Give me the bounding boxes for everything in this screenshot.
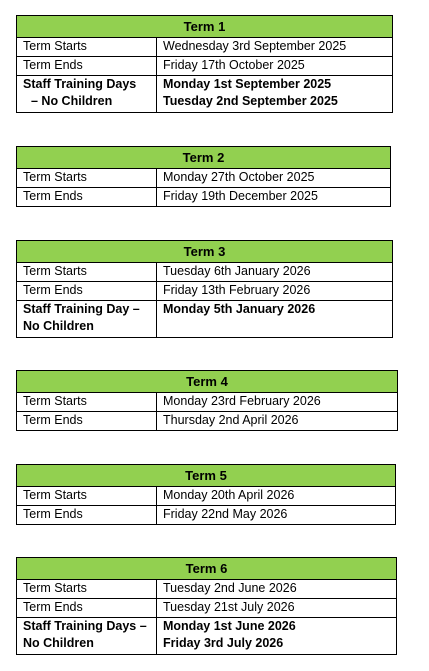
term-starts-row: [17, 263, 393, 282]
term-6-table: [16, 557, 397, 655]
term-ends-value: Tuesday 21st July 2026: [157, 599, 397, 618]
term-header-row: [17, 16, 393, 38]
term-title: Term 3: [17, 241, 393, 263]
term-title: Term 4: [17, 371, 398, 393]
staff-training-row: [17, 76, 393, 113]
term-ends-value: Friday 17th October 2025: [157, 57, 393, 76]
staff-training-value: [157, 618, 397, 655]
staff-training-row: [17, 301, 393, 338]
staff-training-row: [17, 618, 397, 655]
term-ends-label: Term Ends: [17, 599, 157, 618]
term-starts-value: Monday 27th October 2025: [157, 169, 391, 188]
term-starts-value: Tuesday 2nd June 2026: [157, 580, 397, 599]
term-ends-row: [17, 412, 398, 431]
staff-training-label-line: No Children: [23, 636, 94, 650]
term-starts-label: Term Starts: [17, 393, 157, 412]
term-header-row: [17, 371, 398, 393]
term-title: Term 2: [17, 147, 391, 169]
term-ends-label: Term Ends: [17, 506, 157, 525]
term-starts-row: [17, 38, 393, 57]
term-3-table: [16, 240, 393, 338]
term-starts-label: Term Starts: [17, 263, 157, 282]
term-starts-label: Term Starts: [17, 580, 157, 599]
term-ends-label: Term Ends: [17, 57, 157, 76]
term-starts-value: Tuesday 6th January 2026: [157, 263, 393, 282]
term-starts-row: [17, 487, 396, 506]
term-4-table: [16, 370, 398, 431]
staff-training-date: Tuesday 2nd September 2025: [163, 94, 338, 108]
term-starts-row: [17, 580, 397, 599]
term-5-table: [16, 464, 396, 525]
term-ends-label: Term Ends: [17, 188, 157, 207]
term-title: Term 1: [17, 16, 393, 38]
staff-training-label-line: – No Children: [31, 94, 113, 108]
term-ends-value: Thursday 2nd April 2026: [157, 412, 398, 431]
term-ends-label: Term Ends: [17, 282, 157, 301]
staff-training-value: [157, 301, 393, 338]
term-starts-row: [17, 393, 398, 412]
staff-training-label: [17, 301, 157, 338]
term-starts-value: Monday 23rd February 2026: [157, 393, 398, 412]
term-ends-label: Term Ends: [17, 412, 157, 431]
term-title: Term 6: [17, 558, 397, 580]
term-ends-row: [17, 188, 391, 207]
term-title: Term 5: [17, 465, 396, 487]
staff-training-label-line: No Children: [23, 319, 94, 333]
term-header-row: [17, 558, 397, 580]
term-starts-label: Term Starts: [17, 169, 157, 188]
staff-training-date: Friday 3rd July 2026: [163, 636, 284, 650]
staff-training-label-line: Staff Training Days –: [23, 619, 147, 633]
term-ends-value: Friday 22nd May 2026: [157, 506, 396, 525]
staff-training-date: Monday 1st September 2025: [163, 77, 332, 91]
term-starts-label: Term Starts: [17, 38, 157, 57]
term-1-table: [16, 15, 393, 113]
term-ends-value: Friday 13th February 2026: [157, 282, 393, 301]
staff-training-date: Monday 5th January 2026: [163, 302, 316, 316]
term-ends-row: [17, 506, 396, 525]
term-header-row: [17, 241, 393, 263]
term-starts-row: [17, 169, 391, 188]
term-2-table: [16, 146, 391, 207]
staff-training-label: [17, 76, 157, 113]
term-ends-row: [17, 282, 393, 301]
staff-training-label-line: Staff Training Day –: [23, 302, 140, 316]
staff-training-label-line: Staff Training Days: [23, 77, 137, 91]
term-starts-value: Monday 20th April 2026: [157, 487, 396, 506]
term-ends-row: [17, 599, 397, 618]
term-header-row: [17, 147, 391, 169]
staff-training-label: [17, 618, 157, 655]
staff-training-value: [157, 76, 393, 113]
term-starts-label: Term Starts: [17, 487, 157, 506]
staff-training-date: Monday 1st June 2026: [163, 619, 296, 633]
term-header-row: [17, 465, 396, 487]
term-starts-value: Wednesday 3rd September 2025: [157, 38, 393, 57]
term-ends-value: Friday 19th December 2025: [157, 188, 391, 207]
term-ends-row: [17, 57, 393, 76]
